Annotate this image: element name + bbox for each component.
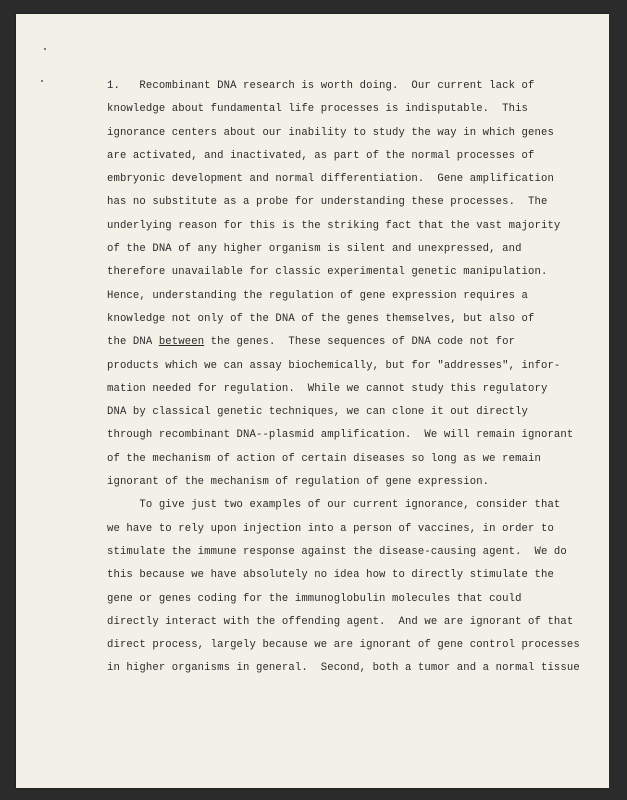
- text-line: knowledge about fundamental life processes is indisputable. This: [107, 103, 529, 116]
- text-line: therefore unavailable for classic experimental genetic manipulation.: [107, 266, 548, 279]
- text-line: knowledge not only of the DNA of the genes themselves, but also of: [107, 312, 535, 325]
- text-segment: the DNA: [107, 336, 159, 349]
- text-line: are activated, and inactivated, as part of the normal processes of: [107, 149, 535, 162]
- text-line: underlying reason for this is the striking fact that the vast majority: [107, 219, 561, 232]
- text-line: stimulate the immune response against the disease-causing agent. We do: [107, 545, 567, 558]
- text-line: Hence, understanding the regulation of gene expression requires a: [107, 289, 529, 302]
- text-line: products which we can assay biochemically, but for "addresses", infor-: [107, 359, 561, 372]
- text-line: of the DNA of any higher organism is silent and unexpressed, and: [107, 243, 522, 256]
- text-line: [107, 331, 547, 354]
- text-line: we have to rely upon injection into a person of vaccines, in order to: [107, 522, 554, 535]
- text-line: To give just two examples of our current ignorance, consider that: [107, 499, 561, 512]
- text-line: 1. Recombinant DNA research is worth doing. Our current lack of: [107, 80, 535, 92]
- text-line: through recombinant DNA--plasmid amplification. We will remain ignorant: [107, 429, 574, 442]
- text-line: mation needed for regulation. While we cannot study this regulatory: [107, 382, 548, 395]
- text-line: this because we have absolutely no idea how to directly stimulate the: [107, 569, 554, 582]
- underlined-word: between: [158, 336, 205, 349]
- text-line: DNA by classical genetic techniques, we can clone it out directly: [107, 406, 529, 419]
- text-line: has no substitute as a probe for understanding these processes. The: [107, 196, 548, 209]
- text-line: direct process, largely because we are ignorant of gene control processes: [107, 639, 580, 652]
- document-body: [107, 75, 580, 681]
- text-line: ignorant of the mechanism of regulation of gene expression.: [107, 476, 490, 489]
- text-line: directly interact with the offending agent. And we are ignorant of that: [107, 615, 574, 628]
- text-line: of the mechanism of action of certain diseases so long as we remain: [107, 452, 541, 465]
- paper-speck: [41, 80, 43, 82]
- text-line: gene or genes coding for the immunoglobulin molecules that could: [107, 592, 522, 605]
- text-segment: the genes. These sequences of DNA code not for: [204, 336, 516, 349]
- text-line: in higher organisms in general. Second, both a tumor and a normal tissue: [107, 662, 580, 675]
- text-line: ignorance centers about our inability to study the way in which genes: [107, 126, 554, 139]
- text-line: embryonic development and normal differentiation. Gene amplification: [107, 173, 554, 186]
- scan-border: [609, 0, 627, 800]
- paper-speck: [44, 48, 46, 50]
